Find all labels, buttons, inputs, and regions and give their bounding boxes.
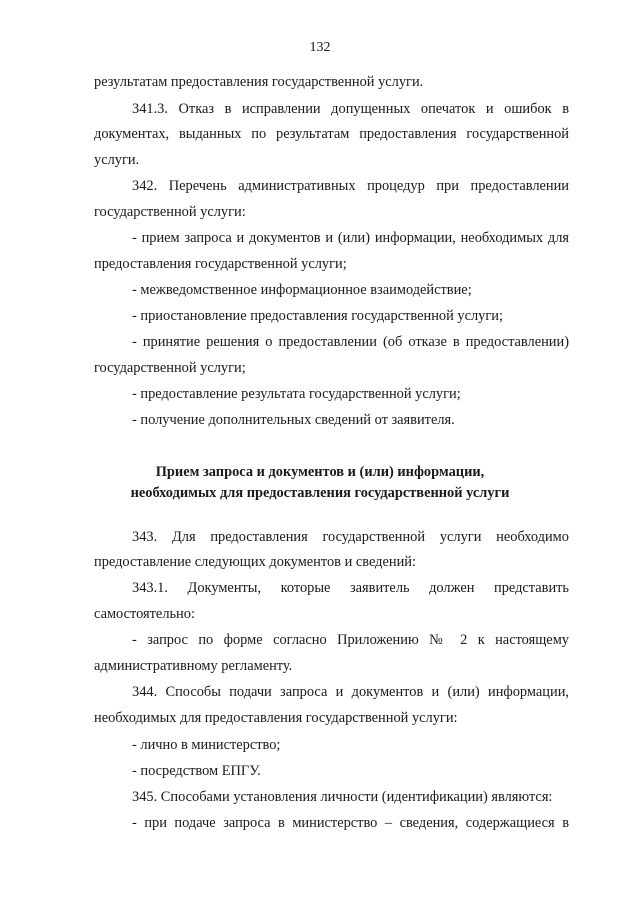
text-line: результатам предоставления государственной услуги. <box>94 74 424 90</box>
page-number: 132 <box>309 40 331 55</box>
text-line: - получение дополнительных сведений от заявителя. <box>132 412 455 428</box>
text-line: 344. Способы подачи запроса и документов и (или) информации, <box>132 684 569 700</box>
text-line: - запрос по форме согласно Приложению № 2 к настоящему <box>132 632 569 648</box>
text-line: самостоятельно: <box>94 606 195 622</box>
text-line: - приостановление предоставления государственной услуги; <box>132 308 503 324</box>
section-heading: Прием запроса и документов и (или) информации, <box>155 464 485 480</box>
text-line: документах, выданных по результатам предоставления государственной <box>94 126 569 142</box>
text-line: предоставление следующих документов и сведений: <box>94 554 416 570</box>
text-line: административному регламенту. <box>94 658 293 674</box>
text-line: 345. Способами установления личности (идентификации) являются: <box>132 789 553 805</box>
text-line: - посредством ЕПГУ. <box>132 763 261 779</box>
text-line: 343. Для предоставления государственной услуги необходимо <box>132 529 569 545</box>
text-line: - прием запроса и документов и (или) информации, необходимых для <box>132 230 569 246</box>
text-line: необходимых для предоставления государственной услуги: <box>94 710 458 726</box>
text-line: - лично в министерство; <box>132 737 281 753</box>
text-line: 341.3. Отказ в исправлении допущенных опечаток и ошибок в <box>132 101 569 117</box>
text-line: 342. Перечень административных процедур при предоставлении <box>132 178 569 194</box>
text-line: - предоставление результата государственной услуги; <box>132 386 461 402</box>
text-line: - при подаче запроса в министерство – сведения, содержащиеся в <box>132 815 569 831</box>
text-line: 343.1. Документы, которые заявитель должен представить <box>132 580 569 596</box>
text-line: предоставления государственной услуги; <box>94 256 347 272</box>
text-line: государственной услуги: <box>94 204 246 220</box>
text-line: - принятие решения о предоставлении (об отказе в предоставлении) <box>132 334 569 350</box>
text-line: - межведомственное информационное взаимодействие; <box>132 282 472 298</box>
text-line: услуги. <box>94 152 140 168</box>
section-heading: необходимых для предоставления государственной услуги <box>130 485 510 501</box>
text-line: государственной услуги; <box>94 360 246 376</box>
